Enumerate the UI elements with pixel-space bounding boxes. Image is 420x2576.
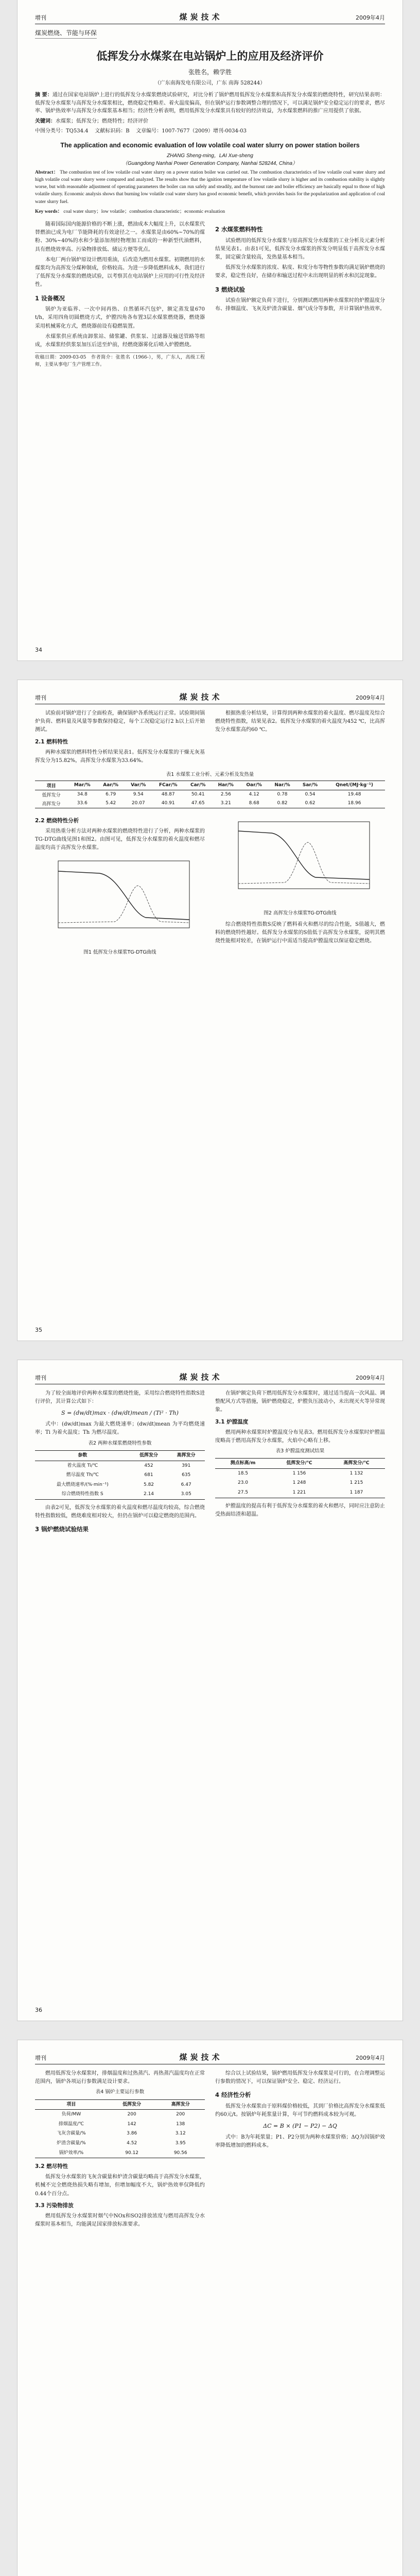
table-1-block: [35, 770, 385, 808]
table-header-cell: 项目: [35, 781, 67, 790]
figure-caption: 图2 高挥发分水煤浆TG-DTG曲线: [264, 910, 337, 917]
table-cell: 高挥发分: [35, 799, 67, 808]
paragraph: 低挥发分水煤浆的飞灰含碳量和炉渣含碳量均略高于高挥发分水煤浆，机械不完全燃烧热损失略有增加，但增加幅度不大，锅炉热效率仅降低约0.44个百分点。: [35, 2174, 205, 2197]
figure-1: [35, 856, 205, 957]
table-row: [35, 2139, 205, 2148]
table-cell: 34.8: [77, 792, 87, 798]
paragraph: 式中：(dw/dt)max 为最大燃烧速率；(dw/dt)mean 为平均燃烧速率；Ti 为着火温度；Th 为燃尽温度。: [35, 1421, 205, 1436]
table-row: [35, 2110, 205, 2120]
table-cell: 5.82: [143, 1482, 154, 1487]
right-column: [215, 814, 385, 959]
table-cell: 40.91: [152, 799, 184, 808]
table-row: [35, 2120, 205, 2129]
table-header-cell: 低挥发分: [108, 2099, 156, 2110]
table-row: [35, 799, 385, 808]
english-affiliation: （Guangdong Nanhai Power Generation Company, Nanhai 528244, China）: [122, 160, 298, 166]
header-left: 增刊: [35, 694, 46, 701]
table-header-cell: Qnet/(MJ·kg⁻¹): [324, 781, 385, 790]
article-title: 低挥发分水煤浆在电站锅炉上的应用及经济评价: [96, 50, 324, 62]
left-column: [35, 1389, 205, 1537]
right-column: [215, 1389, 385, 1537]
table-1: [35, 781, 385, 808]
paragraph: 锅炉为亚临界、一次中间再热、自然循环汽包炉，额定蒸发量670 t/h，采用四角切圆燃烧方式，炉膛四角各布置3层水煤浆燃烧器，燃烧器采用机械雾化方式，燃烧器前设有稳燃装置。: [35, 307, 205, 329]
tg-curve-high-volatile: [223, 817, 377, 904]
page-number: 36: [35, 2007, 42, 2013]
paragraph: 采用热重分析方法对两种水煤浆的燃烧特性进行了分析，两种水煤浆的TG-DTG曲线见图1和图2。由图可见，低挥发分水煤浆的着火温度和燃尽温度均高于高挥发分水煤浆。: [35, 828, 205, 851]
table-cell: 2.14: [130, 1489, 168, 1499]
table-header-cell: Car/%: [184, 781, 212, 790]
abstract-text: 通过在国家电站锅炉上进行的低挥发分水煤浆燃烧试验研究，对比分析了锅炉燃用低挥发分水煤浆和高挥发分水煤浆的燃烧特性，研究结果表明：低挥发分水煤浆与高挥发分水煤浆相比，燃烧稳定性略差、着火温度偏高，但在锅炉运行参数调整合理的情况下，可以满足锅炉安全稳定运行的要求，燃尽率、锅炉热效率与高挥发分水煤浆基本相当；经济性分析表明，燃用低挥发分水煤浆具有较好的经济效益，为水煤浆燃料的推广应用提供了依据。: [35, 92, 386, 114]
table-cell: 燃尽温度 Th/℃: [66, 1472, 99, 1478]
header-left: 增刊: [35, 2055, 46, 2061]
table-header-cell: Var/%: [125, 781, 152, 790]
authors: 张胜名，赖学胜: [188, 69, 232, 76]
table-cell: 4.52: [127, 2141, 137, 2146]
table-cell: 1 156: [292, 1470, 306, 1476]
table-header-cell: FCar/%: [152, 781, 184, 790]
table-cell: 27.5: [215, 1488, 271, 1498]
affiliation: （广东南海发电有限公司，广东 南海 528244）: [154, 80, 266, 86]
left-column: [35, 709, 205, 767]
table-header-cell: 项目: [35, 2099, 108, 2110]
subsection-heading: 2.2 燃烧特性分析: [35, 817, 79, 824]
table-cell: 锅炉效率/%: [35, 2148, 108, 2158]
paragraph: 燃用低挥发分水煤浆时，排烟温度和过热蒸汽、再热蒸汽温度均在正常范围内，锅炉各项运行参数满足设计要求。: [35, 2071, 205, 2085]
table-header-cell: 参数: [35, 1450, 130, 1461]
body-columns: [35, 2070, 385, 2231]
keywords: [35, 117, 385, 126]
subsection-heading: 3.3 污染物排放: [35, 2202, 74, 2209]
journal-name: 煤炭技术: [179, 12, 223, 22]
keywords-text: 水煤浆；低挥发分；燃烧特性；经济评价: [56, 118, 148, 124]
article-number: 文章编号：1007-7677（2009）增刊-0034-03: [136, 128, 247, 134]
table-header-cell: 低挥发分/℃: [271, 1459, 328, 1469]
english-keywords: [35, 208, 385, 215]
page-3: [18, 1360, 402, 2021]
english-abstract: [35, 169, 385, 206]
table-cell: 681: [144, 1472, 153, 1478]
table-cell: 200: [127, 2112, 136, 2117]
subsection-heading: 2.1 燃料特性: [35, 738, 68, 745]
table-row: [215, 1488, 385, 1498]
table-cell: 1 132: [349, 1470, 363, 1476]
paragraph: 由表2可见，低挥发分水煤浆的着火温度和燃尽温度均较高，综合燃烧特性指数较低，燃烧难度相对较大，但仍在锅炉可以稳定燃烧的范围内。: [35, 1504, 205, 1519]
classification-line: [35, 127, 385, 135]
table-row: [215, 1478, 385, 1488]
section-heading: 2 水煤浆燃料特性: [215, 226, 263, 233]
paragraph: 根据热重分析结果，计算得到两种水煤浆的着火温度、燃尽温度及综合燃烧特性指数，结果见表2。低挥发分水煤浆的着火温度为452 ℃，比高挥发分水煤浆高约60 ℃。: [215, 710, 385, 733]
paragraph: 低挥发分水煤浆由于原料煤价格较低，其到厂价格比高挥发分水煤浆低约60元/t。按锅炉年耗浆量计算，年可节约燃料成本较为可观。: [215, 2104, 385, 2118]
body-columns: [35, 1389, 385, 1537]
paragraph: 低挥发分水煤浆的浓度、粘度、粒度分布等物性参数均满足锅炉燃烧的要求，稳定性良好，在储存和输送过程中未出现明显的析水和沉淀现象。: [215, 265, 385, 279]
table-row: [215, 1468, 385, 1478]
paragraph: 燃用低挥发分水煤浆时烟气中NOx和SO2排放浓度与燃用高挥发分水煤浆时基本相当，均能满足国家排放标准要求。: [35, 2213, 205, 2227]
table-caption: 表3 炉膛温度测试结果: [275, 1448, 325, 1454]
table-cell: 着火温度 Ti/℃: [67, 1463, 98, 1468]
right-column: [215, 709, 385, 767]
english-title: The application and economic evaluation of low volatile coal water slurry on power station boilers: [60, 141, 360, 149]
table-cell: 1 221: [271, 1488, 328, 1498]
table-cell: 3.12: [175, 2131, 186, 2137]
table-row: [35, 2129, 205, 2139]
table-cell: 138: [176, 2121, 185, 2127]
table-cell: 9.54: [133, 792, 144, 798]
paragraph: 试验燃用的低挥发分水煤浆与原高挥发分水煤浆的工业分析及元素分析结果见表1。由表1可见，低挥发分水煤浆的挥发分明显低于高挥发分水煤浆，固定碳含量较高，发热量基本相当。: [215, 238, 385, 260]
page-2: [18, 680, 402, 1341]
footnote: 收稿日期：2009-03-05 作者简介：张胜名（1966-），男，广东人，高级工程师，主要从事电厂生产管理工作。: [35, 352, 205, 368]
section-heading: 4 经济性分析: [215, 2091, 251, 2099]
running-header: [35, 11, 385, 24]
running-header: [35, 1371, 385, 1384]
subsection-heading: 3.1 炉膛温度: [215, 1418, 249, 1425]
paragraph: 综合燃烧特性指数S反映了燃料着火和燃尽的综合性能，S值越大，燃料的燃烧特性越好。低挥发分水煤浆的S值低于高挥发分水煤浆，说明其燃烧性能相对较差，在锅炉运行中需适当提高炉膛温度以保证稳定燃烧。: [215, 921, 385, 944]
journal-name: 煤炭技术: [179, 2053, 223, 2062]
header-date: 2009年4月: [355, 14, 385, 21]
running-header: [35, 691, 385, 704]
table-cell: 0.62: [296, 799, 324, 808]
paragraph: 水煤浆供应系统由卸浆站、储浆罐、供浆泵、过滤器及输送管路等组成，水煤浆经供浆泵加压后送至炉前，经燃烧器雾化后喷入炉膛燃烧。: [35, 333, 205, 348]
table-cell: 452: [144, 1463, 153, 1468]
table-cell: 0.82: [268, 799, 296, 808]
abstract-label: 摘 要：: [35, 92, 52, 98]
table-cell: 200: [176, 2112, 185, 2117]
table-row: [35, 1489, 205, 1499]
table-cell: 低挥发分: [42, 792, 61, 798]
figure-2: [215, 817, 385, 918]
table-cell: 1 187: [328, 1488, 385, 1498]
table-cell: 负荷/MW: [61, 2112, 81, 2117]
paragraph: 式中：B为年耗浆量；P1、P2分别为两种水煤浆价格；ΔQ为因锅炉效率降低增加的燃料成本。: [215, 2134, 385, 2149]
subsection-heading: 3.2 燃尽特性: [35, 2163, 68, 2170]
english-keywords-label: Key words：: [35, 209, 63, 214]
table-caption: 表2 两种水煤浆燃烧特性参数: [88, 1440, 152, 1446]
header-date: 2009年4月: [355, 694, 385, 701]
table-cell: 2.56: [220, 792, 231, 798]
journal-name: 煤炭技术: [179, 692, 223, 702]
table-row: [35, 2148, 205, 2158]
table-header-cell: 测点标高/m: [215, 1459, 271, 1469]
table-2: [35, 1450, 205, 1500]
table-header-cell: 高挥发分: [156, 2099, 205, 2110]
table-cell: 1 215: [349, 1480, 363, 1486]
table-header-cell: Har/%: [212, 781, 240, 790]
table-cell: 90.12: [108, 2148, 156, 2158]
table-header-cell: Oar/%: [240, 781, 268, 790]
abstract: [35, 91, 385, 115]
paragraph: 燃用两种水煤浆时炉膛温度分布见表3。燃用低挥发分水煤浆时炉膛温度略高于燃用高挥发分水煤浆，火焰中心略有上移。: [215, 1429, 385, 1444]
page-1: [18, 0, 402, 660]
table-cell: 3.05: [167, 1489, 205, 1499]
header-date: 2009年4月: [355, 1375, 385, 1381]
paragraph: 随着国际国内能源价格的不断上涨，燃油成本大幅度上升，以水煤浆代替燃油已成为电厂节能降耗的有效途径之一。水煤浆是由60%~70%的煤粉、30%~40%的水和少量添加剂经物理加工而成的一种新型代油燃料，具有燃烧效率高、污染物排放低、储运方便等优点。: [35, 222, 205, 252]
table-cell: 8.68: [240, 799, 268, 808]
table-cell: 90.56: [156, 2148, 205, 2158]
table-cell: 20.07: [125, 799, 152, 808]
table-cell: 4.12: [249, 792, 259, 798]
formula: ΔC = B × (P1 − P2) − ΔQ: [263, 2123, 337, 2130]
table-cell: 1 248: [292, 1480, 306, 1486]
right-column: [215, 2070, 385, 2231]
table-cell: 3.95: [175, 2141, 186, 2146]
keywords-label: 关键词：: [35, 118, 56, 124]
table-cell: 50.41: [191, 792, 205, 798]
paragraph: 为了较全面地评价两种水煤浆的燃烧性能，采用综合燃烧特性指数S进行评价，其计算公式如下：: [35, 1391, 205, 1405]
table-cell: 48.87: [161, 792, 175, 798]
table-cell: 33.6: [67, 799, 97, 808]
figure-caption: 图1 低挥发分水煤浆TG-DTG曲线: [83, 949, 156, 955]
table-row: [35, 1461, 205, 1470]
paragraph: 试验前对锅炉进行了全面检查，确保锅炉各系统运行正常。试验期间锅炉负荷、燃料量及风量等参数保持稳定，每个工况稳定运行2 h以上后开始测试。: [35, 710, 205, 733]
formula: S = (dw/dt)max · (dw/dt)mean / (Ti² · Th): [61, 1410, 179, 1417]
table-cell: 6.79: [106, 792, 116, 798]
right-column: [215, 221, 385, 368]
paragraph: 综合以上试验结果，锅炉燃用低挥发分水煤浆是可行的，在合理调整运行参数的情况下，可以保证锅炉安全、稳定、经济运行。: [215, 2071, 385, 2085]
table-4: [35, 2099, 205, 2158]
table-cell: 3.21: [212, 799, 240, 808]
english-abstract-text: The combustion test of low volatile coal water slurry on a power station boiler was carried out. The combustion characteristics of low volatile coal water slurry and high volatile coal water slurry were compared and analyzed. The results show that the ignition temperature of low volatile slurry is higher and its combustion stability is slightly worse, but with reasonable adjustment of operating parameters the boiler can run safely and steadily, and the burnout rate and boiler efficiency are basically equal to those of high volatile slurry. Economic analysis shows that burning low volatile coal water slurry has good economic benefit, which provides basis for the popularization and application of coal water slurry fuel.: [35, 170, 385, 205]
table-caption: 表4 锅炉主要运行参数: [95, 2089, 145, 2095]
table-cell: 18.5: [237, 1470, 249, 1476]
table-cell: 0.78: [277, 792, 288, 798]
table-row: [35, 790, 385, 799]
table-cell: 0.54: [305, 792, 316, 798]
left-column: [35, 221, 205, 368]
table-cell: 综合燃烧特性指数 S: [35, 1489, 130, 1499]
section-heading: 3 燃烧试验: [215, 285, 246, 293]
body-columns: [35, 709, 385, 767]
table-cell: 飞灰含碳量/%: [57, 2131, 86, 2137]
table-cell: 最大燃烧速率/(%·min⁻¹): [56, 1482, 109, 1487]
table-cell: 635: [182, 1472, 191, 1478]
table-header-cell: Aar/%: [97, 781, 125, 790]
english-authors: ZHANG Sheng-ming，LAI Xue-sheng: [167, 152, 253, 159]
table-header-cell: 低挥发分: [130, 1450, 168, 1461]
table-row: [35, 1480, 205, 1490]
table-header-cell: Nar/%: [268, 781, 296, 790]
table-cell: 18.96: [324, 799, 385, 808]
table-cell: 142: [127, 2121, 136, 2127]
paragraph: 两种水煤浆的燃料特性分析结果见表1。低挥发分水煤浆的干燥无灰基挥发分为15.82%，高挥发分水煤浆为33.64%。: [35, 749, 205, 764]
table-3: [215, 1458, 385, 1498]
table-cell: 47.65: [184, 799, 212, 808]
table-cell: 5.42: [97, 799, 125, 808]
paragraph: 炉膛温度的提高有利于低挥发分水煤浆的着火和燃尽，同时应注意防止受热面结渣和超温。: [215, 1503, 385, 1517]
paragraph: 本电厂两台锅炉原设计燃用重油，后改造为燃用水煤浆。初期燃用的水煤浆均为高挥发分煤种制成，价格较高。为进一步降低燃料成本，我们进行了低挥发分水煤浆的燃烧试验，以考察其在电站锅炉上应用的可行性及经济性。: [35, 257, 205, 288]
english-keywords-text: coal water slurry；low volatile；combustion characteristic；economic evaluation: [63, 209, 225, 214]
english-abstract-label: Abstract：: [35, 170, 59, 175]
paragraph: 试验在锅炉额定负荷下进行，分别测试燃用两种水煤浆时的炉膛温度分布、排烟温度、飞灰及炉渣含碳量、烟气成分等参数，并计算锅炉热效率。: [215, 298, 385, 312]
table-header-cell: Sar/%: [296, 781, 324, 790]
page-number: 35: [35, 1327, 42, 1333]
table-cell: 391: [182, 1463, 191, 1468]
journal-name: 煤炭技术: [179, 1372, 223, 1382]
doc-code: 文献标识码：B: [95, 128, 130, 134]
left-column: [35, 814, 205, 959]
table-cell: 23.0: [237, 1480, 249, 1486]
table-cell: 19.48: [347, 792, 361, 798]
section-heading: 1 设备概况: [35, 294, 65, 302]
table-row: [35, 1470, 205, 1480]
left-column: [35, 2070, 205, 2231]
table-header-cell: 高挥发分/℃: [328, 1459, 385, 1469]
table-cell: 3.86: [127, 2131, 137, 2137]
header-date: 2009年4月: [355, 2055, 385, 2061]
paragraph: 在锅炉额定负荷下燃用低挥发分水煤浆时，通过适当提高一次风温、调整配风方式等措施，锅炉燃烧稳定，炉膛负压波动小，未出现灭火等异常现象。: [215, 1391, 385, 1413]
table-cell: 炉渣含碳量/%: [57, 2141, 86, 2146]
table-caption: 表1 水煤浆工业分析、元素分析及发热量: [166, 771, 254, 777]
header-left: 增刊: [35, 14, 46, 21]
table-header-cell: Mar/%: [67, 781, 97, 790]
body-columns-lower: [35, 814, 385, 959]
page-number: 34: [35, 647, 42, 653]
tg-curve-low-volatile: [43, 856, 197, 943]
table-cell: 排烟温度/℃: [58, 2121, 84, 2127]
section-heading: 3 锅炉燃烧试验结果: [35, 1526, 89, 1533]
body-columns: [35, 221, 385, 368]
running-header: [35, 2052, 385, 2064]
page-4: [18, 2040, 402, 2576]
table-header-cell: 高挥发分: [167, 1450, 205, 1461]
clc-number: 中图分类号：TQ534.4: [35, 128, 89, 134]
header-left: 增刊: [35, 1375, 46, 1381]
table-cell: 6.47: [181, 1482, 191, 1487]
section-tag: 煤炭燃烧、节能与环保: [35, 28, 97, 39]
